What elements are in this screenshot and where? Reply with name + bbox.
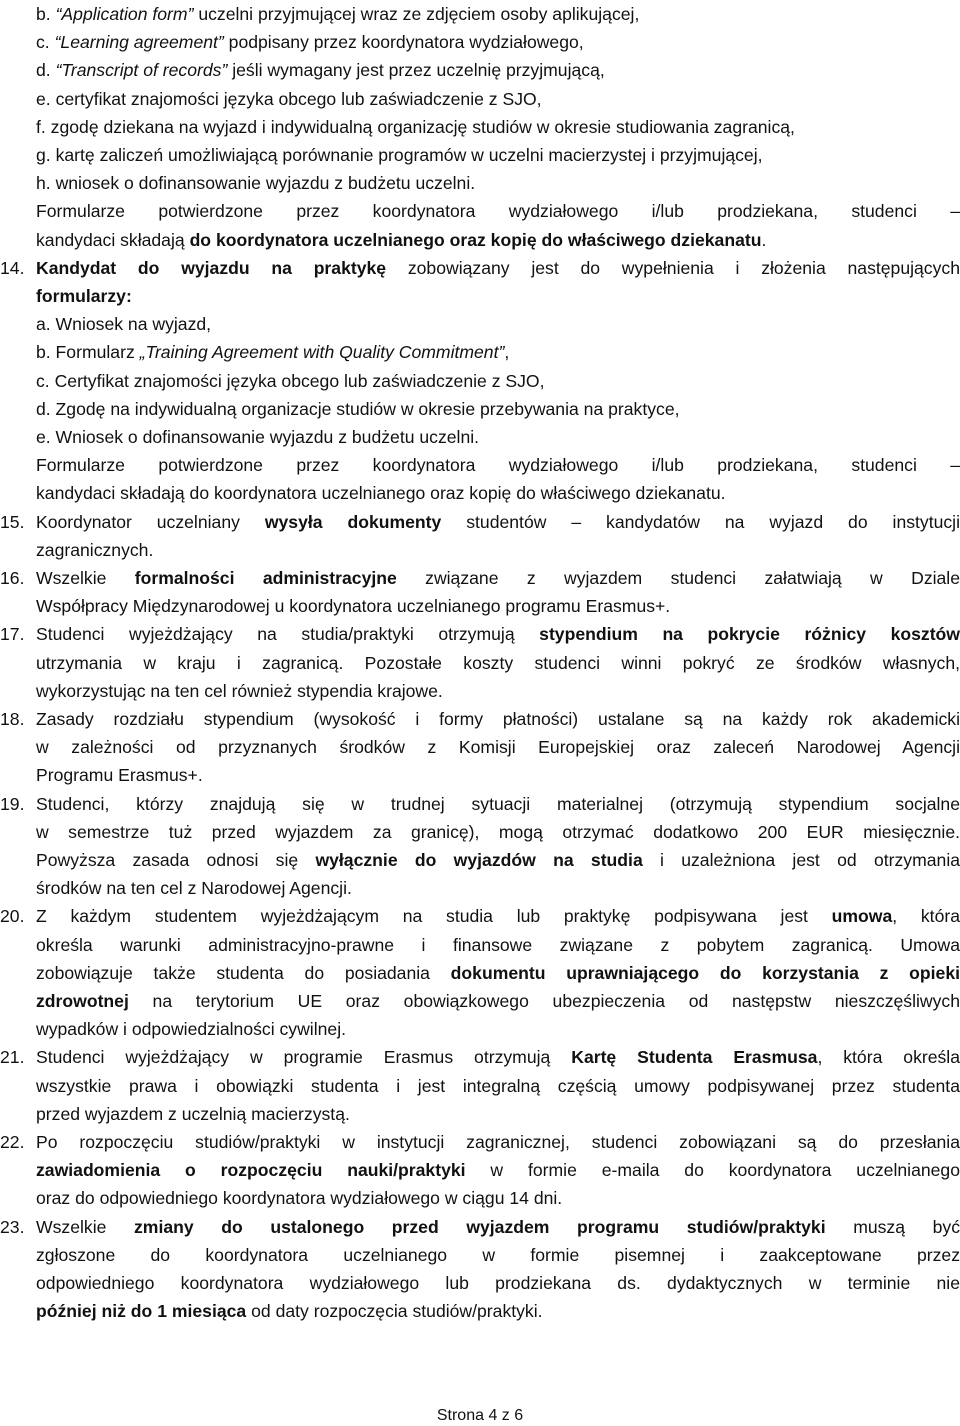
paragraph-line xyxy=(36,367,960,395)
text-segment: zobowiązany jest do wypełnienia i złożenia następujących xyxy=(386,257,960,278)
text-segment: dokumentu uprawniającego do korzystania z opieki xyxy=(450,962,960,983)
paragraph-line xyxy=(36,1297,960,1325)
text-segment: Współpracy Międzynarodowej u koordynatora uczelnianego programu Erasmus+. xyxy=(36,596,671,617)
text-segment: “Learning agreement” xyxy=(54,32,224,53)
paragraph-line xyxy=(36,1269,960,1297)
text-segment: później niż do 1 miesiąca xyxy=(36,1301,247,1322)
section-number: 22. xyxy=(0,1132,25,1152)
text-segment: przed wyjazdem z uczelnią macierzystą. xyxy=(36,1103,350,1124)
text-segment: w zależności od przyznanych środków z Komisji Europejskiej oraz zaleceń Narodowej Agencji xyxy=(36,737,960,758)
text-segment: Koordynator uczelniany xyxy=(36,511,265,532)
text-segment: jeśli wymagany jest przez uczelnię przyjmującą, xyxy=(227,60,605,81)
paragraph-line xyxy=(36,649,960,677)
paragraph-line xyxy=(36,338,960,366)
section-number: 17. xyxy=(0,624,25,645)
text-segment: umowa xyxy=(831,906,893,927)
text-segment: Formularze potwierdzone przez koordynatora wydziałowego i/lub prodziekana, studenci – xyxy=(36,201,960,222)
paragraph-line xyxy=(36,564,960,592)
text-segment: zawiadomienia o rozpoczęciu nauki/praktyki xyxy=(36,1160,466,1181)
text-segment: zdrowotnej xyxy=(36,991,129,1011)
text-segment: Po rozpoczęciu studiów/praktyki w instytucji zagranicznej, studenci zobowiązani są do przesłania xyxy=(36,1132,960,1152)
text-segment: formularzy: xyxy=(36,286,132,306)
paragraph-line xyxy=(36,197,960,225)
text-segment: wypadków i odpowiedzialności cywilnej. xyxy=(36,1019,346,1040)
paragraph-line xyxy=(36,254,960,282)
text-segment: formalności administracyjne xyxy=(134,568,397,588)
text-segment: “Application form” xyxy=(55,4,194,24)
list-item-label: f. xyxy=(36,116,51,137)
section-number: 20. xyxy=(0,906,25,927)
paragraph-line xyxy=(36,987,960,1015)
text-segment: Powyższa zasada odnosi się xyxy=(36,850,316,870)
paragraph-line xyxy=(36,592,960,620)
text-segment: związane z wyjazdem studenci załatwiają w Dziale xyxy=(396,568,960,588)
text-segment: studentów – kandydatów na wyjazd do instytucji xyxy=(441,511,960,532)
text-segment: odpowiedniego koordynatora wydziałowego lub prodziekana ds. dydaktycznych w terminie nie xyxy=(36,1273,960,1293)
text-segment: Zasady rozdziału stypendium (wysokość i formy płatności) ustalane są na każdy rok akademicki xyxy=(36,709,960,729)
list-item-label: b. xyxy=(36,4,56,24)
text-segment: e. Wniosek o dofinansowanie wyjazdu z budżetu uczelni. xyxy=(36,427,480,447)
paragraph-line xyxy=(36,818,960,846)
list-item xyxy=(36,85,960,113)
list-item-label: d. xyxy=(36,60,56,81)
paragraph-line xyxy=(36,874,960,902)
text-segment: certyfikat znajomości języka obcego lub zaświadczenie z SJO, xyxy=(55,88,542,109)
paragraph-line xyxy=(36,423,960,451)
list-item xyxy=(36,28,960,56)
text-segment: Wszelkie xyxy=(36,568,135,588)
text-segment: wniosek o dofinansowanie wyjazdu z budżetu uczelni. xyxy=(55,173,476,194)
text-segment: określa warunki administracyjno-prawne i finansowe związane z pobytem zagranicą. Umowa xyxy=(36,934,960,955)
text-segment: oraz do odpowiedniego koordynatora wydziałowego w ciągu 14 dni. xyxy=(36,1188,563,1209)
paragraph-line xyxy=(36,959,960,987)
text-segment: kandydaci składają xyxy=(36,229,190,250)
paragraph-line xyxy=(36,1128,960,1156)
text-segment: “Transcript of records” xyxy=(55,60,228,81)
paragraph-line xyxy=(36,282,960,310)
text-segment: a. Wniosek na wyjazd, xyxy=(36,314,212,335)
list-item-label: h. xyxy=(36,173,56,194)
paragraph-line xyxy=(36,846,960,874)
paragraph-line xyxy=(36,451,960,479)
text-segment: wysyła dokumenty xyxy=(264,511,442,532)
paragraph-line xyxy=(36,1043,960,1071)
paragraph-line xyxy=(36,536,960,564)
text-segment: Kandydat do wyjazdu na praktykę xyxy=(36,257,387,278)
text-segment: wszystkie prawa i obowiązki studenta i jest integralną częścią umowy podpisywanej przez studenta xyxy=(36,1075,960,1096)
text-segment: zgłoszone do koordynatora uczelnianego w formie pisemnej i zaakceptowane przez xyxy=(36,1244,960,1265)
paragraph-line xyxy=(36,620,960,648)
text-segment: i uzależniona jest od otrzymania xyxy=(642,850,960,870)
text-segment: Kartę Studenta Erasmusa xyxy=(571,1047,818,1068)
text-segment: zobowiązuje także studenta do posiadania xyxy=(36,962,451,983)
paragraph-line xyxy=(36,479,960,507)
text-segment: zmiany do ustalonego przed wyjazdem programu studiów/praktyki xyxy=(134,1216,826,1237)
text-segment: zagranicznych. xyxy=(36,539,154,560)
text-segment: kandydaci składają do koordynatora uczelnianego oraz kopię do właściwego dziekanatu. xyxy=(36,483,726,504)
list-item-label: c. xyxy=(36,32,55,53)
list-item xyxy=(36,141,960,169)
paragraph-line xyxy=(36,1072,960,1100)
paragraph-line xyxy=(36,761,960,789)
text-segment: Studenci wyjeżdżający na studia/praktyki otrzymują xyxy=(36,624,540,645)
text-segment: kartę zaliczeń umożliwiającą porównanie programów w uczelni macierzystej i przyjmującej, xyxy=(55,145,763,165)
text-segment: , xyxy=(504,342,510,363)
text-segment: od daty rozpoczęcia studiów/praktyki. xyxy=(246,1301,543,1322)
text-segment: Studenci, którzy znajdują się w trudnej sytuacji materialnej (otrzymują stypendium socjalne xyxy=(36,793,960,814)
list-item xyxy=(36,56,960,84)
paragraph-line xyxy=(36,1100,960,1128)
paragraph-line xyxy=(36,395,960,423)
section-number: 23. xyxy=(0,1216,25,1237)
section-number: 21. xyxy=(0,1047,25,1068)
paragraph-line xyxy=(36,1015,960,1043)
paragraph-line xyxy=(36,931,960,959)
text-segment: środków na ten cel z Narodowej Agencji. xyxy=(36,878,352,899)
text-segment: Z każdym studentem wyjeżdżającym na studia lub praktykę podpisywana jest xyxy=(36,906,832,927)
text-segment: uczelni przyjmującej wraz ze zdjęciem osoby aplikującej, xyxy=(193,4,640,24)
paragraph-line xyxy=(36,733,960,761)
section-number: 14. xyxy=(0,257,25,278)
section-number: 19. xyxy=(0,793,25,814)
list-item-label: g. xyxy=(36,145,56,165)
text-segment: . xyxy=(761,229,767,250)
text-segment: „Training Agreement with Quality Commitment” xyxy=(139,342,505,363)
text-segment: stypendium na pokrycie różnicy kosztów xyxy=(539,624,960,645)
list-item xyxy=(36,0,960,28)
text-segment: wykorzystując na ten cel również stypendia krajowe. xyxy=(36,680,443,701)
paragraph-line xyxy=(36,1184,960,1212)
text-segment: b. Formularz xyxy=(36,342,140,363)
text-segment: c. Certyfikat znajomości języka obcego lub zaświadczenie z SJO, xyxy=(36,370,545,391)
text-segment: Formularze potwierdzone przez koordynatora wydziałowego i/lub prodziekana, studenci – xyxy=(36,455,960,476)
paragraph-line xyxy=(36,705,960,733)
paragraph-line xyxy=(36,508,960,536)
paragraph-line xyxy=(36,902,960,930)
text-segment: do koordynatora uczelnianego oraz kopię do właściwego dziekanatu xyxy=(189,229,762,250)
paragraph-line xyxy=(36,1241,960,1269)
paragraph-line xyxy=(36,1156,960,1184)
paragraph-line xyxy=(36,790,960,818)
text-segment: podpisany przez koordynatora wydziałowego, xyxy=(223,32,584,53)
paragraph-line xyxy=(36,310,960,338)
section-number: 18. xyxy=(0,709,25,729)
text-segment: utrzymania w kraju i zagranicą. Pozostałe koszty studenci winni pokryć ze środków własnych, xyxy=(36,652,960,673)
section-number: 15. xyxy=(0,511,25,532)
text-segment: na terytorium UE oraz obowiązkowego ubezpieczenia od następstw nieszczęśliwych xyxy=(128,991,960,1011)
paragraph-line xyxy=(36,1213,960,1241)
text-segment: w semestrze tuż przed wyjazdem za granicę), mogą otrzymać dodatkowo 200 EUR miesięcznie. xyxy=(36,821,960,842)
section-number: 16. xyxy=(0,568,25,588)
text-segment: zgodę dziekana na wyjazd i indywidualną organizację studiów w okresie studiowania zagranicą, xyxy=(50,116,795,137)
paragraph-line xyxy=(36,226,960,254)
list-item xyxy=(36,113,960,141)
text-segment: , która xyxy=(892,906,960,927)
text-segment: muszą być xyxy=(825,1216,960,1237)
text-segment: w formie e-maila do koordynatora uczelnianego xyxy=(465,1160,960,1181)
list-item-label: e. xyxy=(36,88,56,109)
page-footer: Strona 4 z 6 xyxy=(436,1407,524,1424)
text-segment: Studenci wyjeżdżający w programie Erasmus otrzymują xyxy=(36,1047,572,1068)
text-segment: d. Zgodę na indywidualną organizacje studiów w okresie przebywania na praktyce, xyxy=(36,398,680,419)
text-segment: Wszelkie xyxy=(36,1216,134,1237)
text-segment: wyłącznie do wyjazdów na studia xyxy=(315,850,643,870)
text-segment: Programu Erasmus+. xyxy=(36,765,203,786)
text-segment: , która określa xyxy=(817,1047,960,1068)
list-item xyxy=(36,169,960,197)
paragraph-line xyxy=(36,677,960,705)
